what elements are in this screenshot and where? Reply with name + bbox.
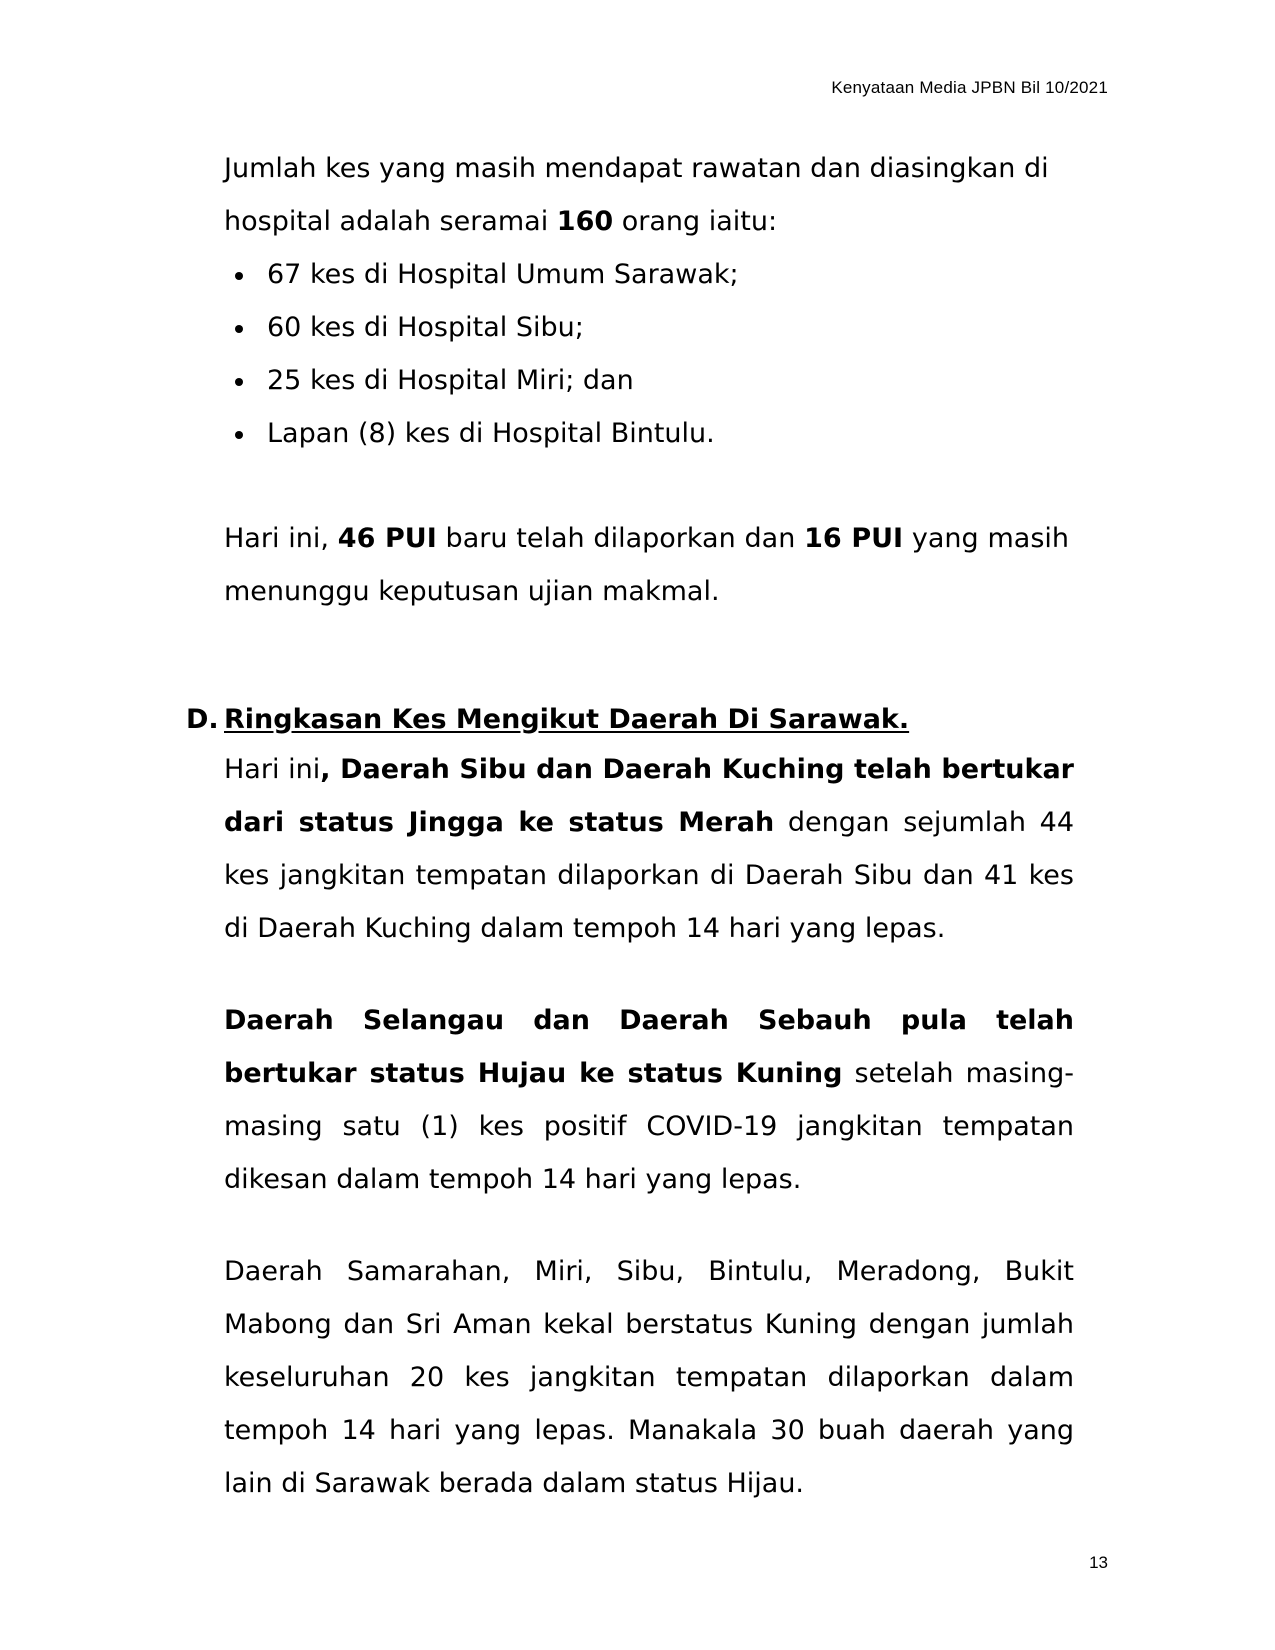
list-item (224, 407, 1069, 460)
list-item (224, 354, 1069, 407)
hospital-section (224, 142, 1069, 460)
bullet-icon (235, 325, 243, 333)
list-item-text: 67 kes di Hospital Umum Sarawak; (267, 259, 739, 290)
list-item (224, 301, 1069, 354)
yellow-para-highlight: Daerah Selangau dan Daerah Sebauh pula telah bertukar status Hujau ke status Kuning (224, 1005, 1074, 1089)
pui-new-count: 46 PUI (337, 523, 437, 554)
pui-text-end: yang masih menunggu keputusan ujian makmal. (224, 523, 1070, 607)
page-number: 13 (1089, 1553, 1108, 1572)
bullet-icon (235, 378, 243, 386)
bullet-icon (235, 431, 243, 439)
hospital-list (224, 248, 1069, 460)
list-item-text: Lapan (8) kes di Hospital Bintulu. (267, 418, 715, 449)
red-para-highlight: , Daerah Sibu dan Daerah Kuching telah bertukar dari status Jingga ke status Merah (224, 754, 1074, 838)
yellow-para-text: setelah masing-masing satu (1) kes positif COVID-19 jangkitan tempatan dikesan dalam tempoh 14 hari yang lepas. (224, 1058, 1074, 1195)
list-item-text: 60 kes di Hospital Sibu; (267, 312, 584, 343)
remaining-districts-paragraph (224, 1245, 1074, 1510)
list-item-text: 25 kes di Hospital Miri; dan (267, 365, 634, 396)
yellow-status-paragraph (224, 994, 1074, 1206)
hospital-intro-paragraph (224, 142, 1069, 248)
pui-pending-count: 16 PUI (804, 523, 904, 554)
bullet-icon (235, 272, 243, 280)
list-item (224, 248, 1069, 301)
hospital-intro-text: Jumlah kes yang masih mendapat rawatan dan diasingkan di hospital adalah seramai (224, 153, 1049, 237)
section-d-heading (186, 693, 909, 746)
remaining-para-text: Daerah Samarahan, Miri, Sibu, Bintulu, Meradong, Bukit Mabong dan Sri Aman kekal berstatus Kuning dengan jumlah keseluruhan 20 kes jangkitan tempatan dilaporkan dalam tempoh 14 hari yang lepas. Manakala 30 buah daerah yang lain di Sarawak berada dalam status Hijau. (224, 1256, 1074, 1499)
pui-text-mid: baru telah dilaporkan dan (436, 523, 805, 554)
red-para-text-end: dengan sejumlah 44 kes jangkitan tempatan dilaporkan di Daerah Sibu dan 41 kes di Daerah Kuching dalam tempoh 14 hari yang lepas. (224, 807, 1074, 944)
section-letter: D. (186, 704, 219, 735)
pui-paragraph (224, 512, 1069, 618)
red-para-text: Hari ini (224, 754, 321, 785)
hospital-intro-text-end: orang iaitu: (613, 206, 778, 237)
hospital-total-count: 160 (556, 206, 614, 237)
document-header: Kenyataan Media JPBN Bil 10/2021 (831, 78, 1108, 97)
red-status-paragraph (224, 743, 1074, 955)
pui-text: Hari ini, (224, 523, 338, 554)
section-title: Ringkasan Kes Mengikut Daerah Di Sarawak. (224, 704, 910, 735)
